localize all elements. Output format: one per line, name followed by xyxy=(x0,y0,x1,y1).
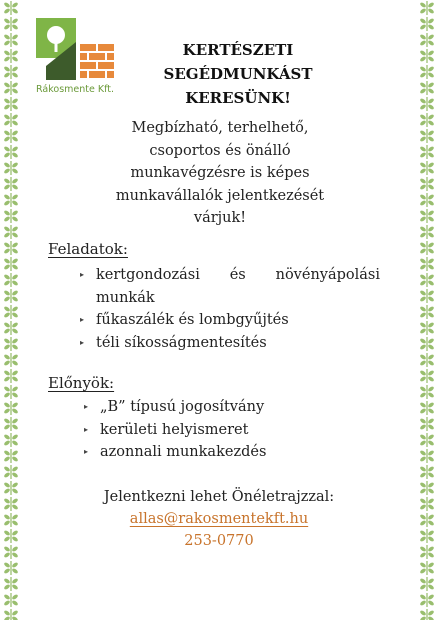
leaf-border-icon xyxy=(3,609,18,620)
leaf-border-icon xyxy=(419,209,434,223)
headline-line: KERTÉSZETI xyxy=(182,41,294,59)
leaf-border-icon xyxy=(3,129,18,143)
intro-line: várjuk! xyxy=(193,210,247,226)
leaf-border-icon xyxy=(3,433,18,447)
list-item xyxy=(80,309,380,332)
leaf-border-icon xyxy=(419,241,434,255)
leaf-border-icon xyxy=(3,145,18,159)
leaf-border-icon xyxy=(419,33,434,47)
leaf-border-icon xyxy=(3,385,18,399)
leaf-border-icon xyxy=(3,1,18,15)
leaf-border-icon xyxy=(419,513,434,527)
leaf-border-icon xyxy=(3,161,18,175)
leaf-border-icon xyxy=(419,273,434,287)
triangle-bullet-icon: ▸ xyxy=(84,402,89,411)
leaf-border-icon xyxy=(3,497,18,511)
leaf-border-icon xyxy=(3,561,18,575)
leaf-border-icon xyxy=(419,529,434,543)
headline-line: SEGÉDMUNKÁST xyxy=(163,65,313,83)
leaf-border-icon xyxy=(3,81,18,95)
leaf-border-icon xyxy=(3,529,18,543)
leaf-border-icon xyxy=(3,49,18,63)
list-item xyxy=(84,396,374,419)
leaf-border-icon xyxy=(419,305,434,319)
leaf-border-icon xyxy=(419,497,434,511)
leaf-border-icon xyxy=(419,609,434,620)
list-item xyxy=(80,332,380,355)
leaf-border-icon xyxy=(419,321,434,335)
leaf-border-icon xyxy=(3,577,18,591)
leaf-border-icon xyxy=(3,113,18,127)
leaf-border-icon xyxy=(419,385,434,399)
benefits-list xyxy=(84,396,374,464)
leaf-border-icon xyxy=(419,433,434,447)
list-item xyxy=(84,419,374,442)
benefit-text: kerületi helyismeret xyxy=(100,421,249,438)
leaf-border-icon xyxy=(3,193,18,207)
leaf-border-icon xyxy=(419,577,434,591)
headline-line: KERESÜNK! xyxy=(185,89,291,107)
leaf-border-icon xyxy=(3,209,18,223)
intro-line: Megbízható, terhelhető, xyxy=(131,120,309,136)
list-item xyxy=(80,264,380,309)
leaf-border-icon xyxy=(3,369,18,383)
left-leaf-border xyxy=(0,0,22,620)
leaf-border-icon xyxy=(419,449,434,463)
contact-block xyxy=(40,486,398,552)
leaf-border-icon xyxy=(419,97,434,111)
tasks-title: Feladatok: xyxy=(48,240,128,258)
leaf-border-icon xyxy=(3,65,18,79)
phone-number[interactable]: 253-0770 xyxy=(184,533,254,549)
leaf-border-icon xyxy=(3,33,18,47)
leaf-border-icon xyxy=(419,593,434,607)
leaf-border-icon xyxy=(3,545,18,559)
intro-paragraph xyxy=(70,117,370,230)
leaf-border-icon xyxy=(419,161,434,175)
benefit-text: azonnali munkakezdés xyxy=(100,444,267,460)
leaf-border-icon xyxy=(3,417,18,431)
task-text: fűkaszálék és lombgyűjtés xyxy=(96,312,289,328)
leaf-border-icon xyxy=(419,545,434,559)
leaf-border-icon xyxy=(3,401,18,415)
leaf-border-icon xyxy=(3,593,18,607)
leaf-border-icon xyxy=(419,49,434,63)
triangle-bullet-icon: ▸ xyxy=(80,337,85,347)
leaf-border-icon xyxy=(3,225,18,239)
leaf-border-icon xyxy=(419,81,434,95)
right-leaf-border xyxy=(416,0,438,620)
leaf-border-icon xyxy=(419,465,434,479)
leaf-border-icon xyxy=(3,321,18,335)
leaf-border-icon xyxy=(3,353,18,367)
leaf-border-icon xyxy=(419,369,434,383)
leaf-border-icon xyxy=(419,257,434,271)
triangle-bullet-icon: ▸ xyxy=(84,447,89,456)
leaf-border-icon xyxy=(419,177,434,191)
benefits-title: Előnyök: xyxy=(48,374,115,392)
leaf-border-icon xyxy=(3,17,18,31)
leaf-border-icon xyxy=(419,145,434,159)
leaf-border-icon xyxy=(3,449,18,463)
tasks-list xyxy=(80,264,380,354)
leaf-border-icon xyxy=(419,289,434,303)
contact-prompt: Jelentkezni lehet Önéletrajzzal: xyxy=(103,489,335,505)
intro-line: munkavégzésre is képes xyxy=(130,165,310,181)
leaf-border-icon xyxy=(419,417,434,431)
intro-line: munkavállalók jelentkezését xyxy=(115,187,325,204)
leaf-border-icon xyxy=(419,353,434,367)
leaf-border-icon xyxy=(3,305,18,319)
leaf-border-icon xyxy=(419,17,434,31)
leaf-border-icon xyxy=(3,481,18,495)
leaf-border-icon xyxy=(419,337,434,351)
leaf-border-icon xyxy=(3,289,18,303)
leaf-border-icon xyxy=(3,241,18,255)
triangle-bullet-icon: ▸ xyxy=(84,424,89,434)
leaf-border-icon xyxy=(419,113,434,127)
leaf-border-icon xyxy=(419,65,434,79)
task-text: kertgondozási és növényápolási munkák xyxy=(96,267,380,306)
leaf-border-icon xyxy=(3,97,18,111)
leaf-border-icon xyxy=(419,481,434,495)
leaf-border-icon xyxy=(419,561,434,575)
intro-line: csoportos és önálló xyxy=(149,142,291,159)
leaf-border-icon xyxy=(3,465,18,479)
triangle-bullet-icon: ▸ xyxy=(80,315,85,324)
headline xyxy=(138,38,338,110)
triangle-bullet-icon: ▸ xyxy=(80,270,85,279)
company-name: Rákosmente Kft. xyxy=(36,84,114,95)
leaf-border-icon xyxy=(419,1,434,15)
leaf-border-icon xyxy=(3,513,18,527)
task-text: téli síkosságmentesítés xyxy=(96,334,267,351)
leaf-border-icon xyxy=(419,401,434,415)
leaf-border-icon xyxy=(419,225,434,239)
leaf-border-icon xyxy=(3,273,18,287)
leaf-border-icon xyxy=(419,129,434,143)
leaf-border-icon xyxy=(3,257,18,271)
list-item xyxy=(84,441,374,464)
leaf-border-icon xyxy=(419,193,434,207)
leaf-border-icon xyxy=(3,337,18,351)
leaf-border-icon xyxy=(3,177,18,191)
email-link[interactable]: allas@rakosmentekft.hu xyxy=(129,511,309,527)
benefit-text: „B” típusú jogosítvány xyxy=(100,399,265,415)
